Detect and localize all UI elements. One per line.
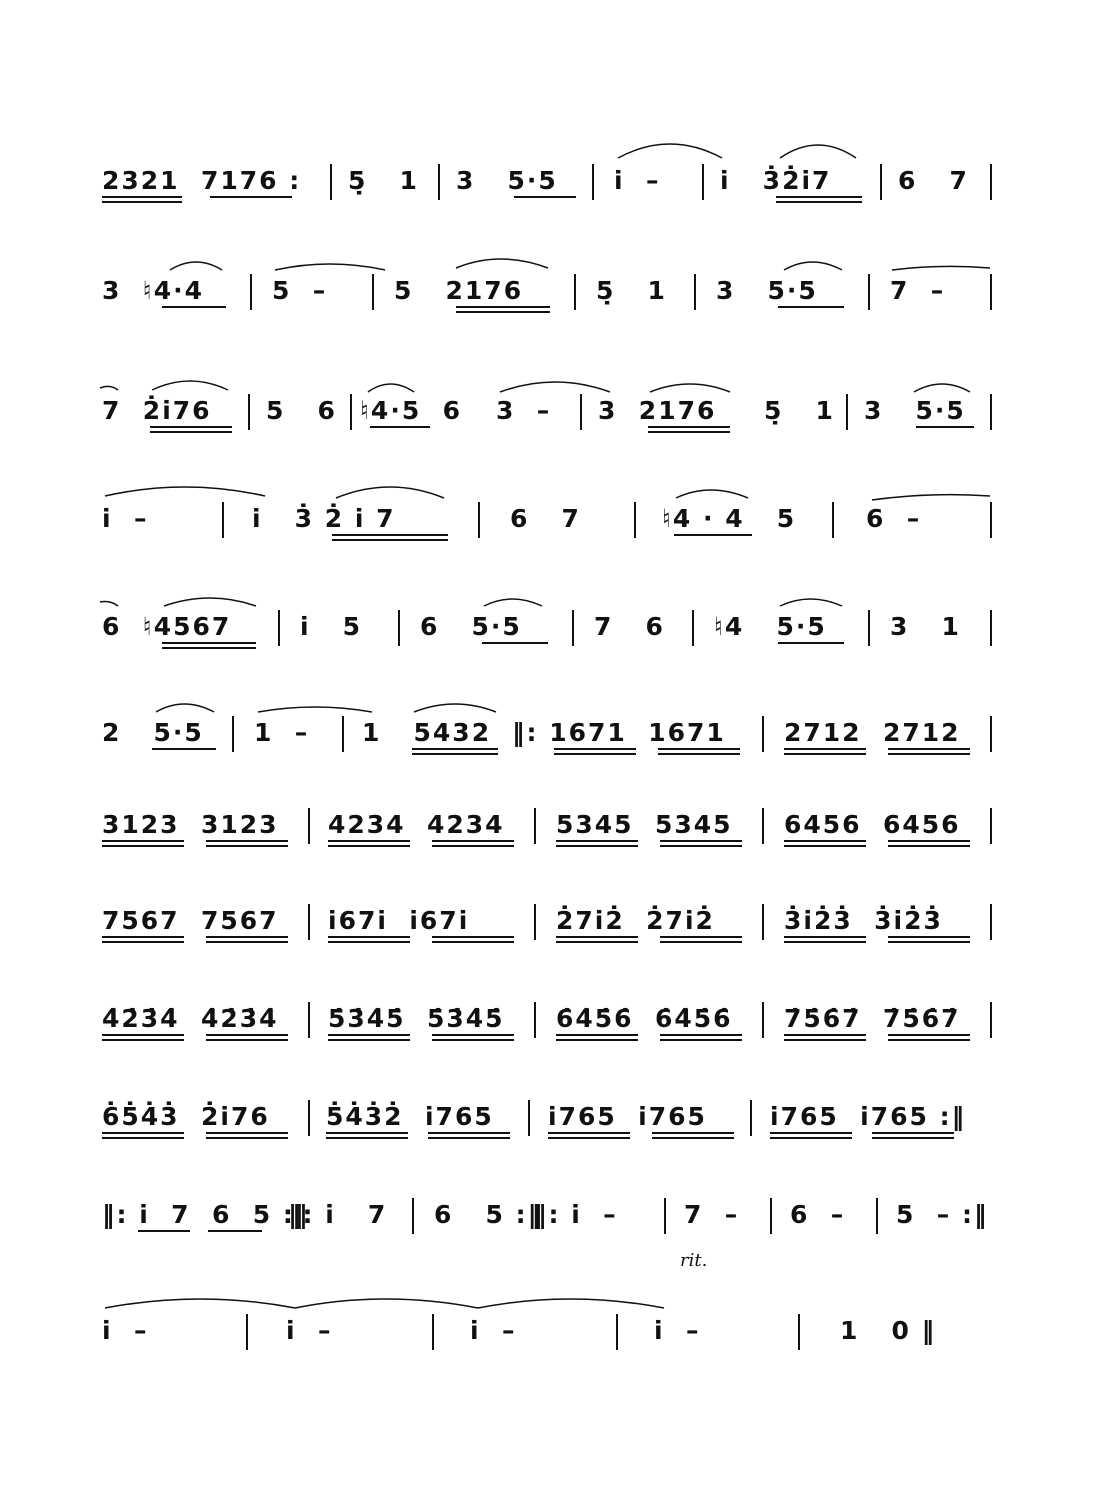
notes: 6 7 [510, 504, 581, 533]
notes: 7 6 [594, 612, 665, 641]
notes: 3 5·5 [456, 166, 558, 195]
barline [990, 904, 992, 940]
barline [990, 502, 992, 538]
slur [275, 264, 385, 270]
notes: 6 7 [898, 166, 969, 195]
barline [432, 1314, 434, 1350]
slur [156, 704, 214, 712]
notes: ‖: i̇ 7 6 5 :‖ [102, 1200, 310, 1229]
slur [892, 266, 990, 270]
notes: 5̣ 1 [764, 396, 835, 425]
score-line-3 [102, 392, 997, 436]
notes: 7567 7567 [102, 906, 279, 935]
slur [780, 145, 856, 158]
notes: i̇ – [614, 166, 661, 195]
notes: 3 5·5 [716, 276, 818, 305]
slur [170, 262, 222, 270]
score-line-12 [102, 1312, 997, 1356]
notes: ‖: i̇ – [534, 1200, 618, 1229]
barline [246, 1314, 248, 1350]
barline [572, 610, 574, 646]
score-line-1 [102, 162, 997, 206]
notes: 4̇2̇3̇4̇ 4̇2̇3̇4̇ [102, 1004, 279, 1033]
notes: ♮4·5 6 [360, 396, 463, 425]
notes: 5 2176 [394, 276, 524, 305]
barline [308, 1002, 310, 1038]
notes: ♮4 · 4 5 [662, 504, 797, 533]
notes: 6456 6456 [784, 810, 961, 839]
notes: i̇765 i̇765 :‖ [770, 1102, 967, 1131]
barline [534, 904, 536, 940]
barline [990, 808, 992, 844]
barline [222, 502, 224, 538]
barline [342, 716, 344, 752]
barline [990, 274, 992, 310]
slur [650, 384, 730, 392]
barline [308, 1100, 310, 1136]
slur [295, 1299, 478, 1308]
notes: ‖: i̇ 7 [288, 1200, 388, 1229]
notes: 3̇i̇2̇3̇ 3̇i̇2̇3̇ [784, 906, 943, 935]
notes: i̇ 3̇2̇i̇7 [720, 166, 832, 195]
barline [990, 1002, 992, 1038]
barline [534, 808, 536, 844]
barline [868, 610, 870, 646]
slur [478, 1299, 664, 1308]
barline [592, 164, 594, 200]
notes: 1 – [254, 718, 310, 747]
slur [152, 381, 228, 390]
score-line-8 [102, 902, 997, 946]
notes: i̇ – [654, 1316, 701, 1345]
score-line-5 [102, 608, 997, 652]
notes: 5̣ 1 [596, 276, 667, 305]
barline [634, 502, 636, 538]
notes: i̇ 3̇ 2̇ i̇ 7 [252, 504, 396, 533]
notes: 5345 5345 [556, 810, 733, 839]
barline [232, 716, 234, 752]
barline [438, 164, 440, 200]
notes: 2712 2712 [784, 718, 961, 747]
notes: 3 2176 [598, 396, 717, 425]
barline [248, 394, 250, 430]
slur [780, 599, 842, 606]
barline [616, 1314, 618, 1350]
notes: 5̇4̇3̇2̇ i̇765 [326, 1102, 494, 1131]
tempo-marking: rit. [680, 1250, 708, 1271]
barline [330, 164, 332, 200]
notes: 6 – [866, 504, 922, 533]
slur [164, 598, 256, 606]
barline [250, 274, 252, 310]
barline [278, 610, 280, 646]
notes: i̇67i̇ i̇67i̇ [328, 906, 470, 935]
barline [876, 1198, 878, 1234]
slur [368, 384, 414, 392]
barline [762, 1002, 764, 1038]
notes: 6 5 :‖ [434, 1200, 543, 1229]
notes: 1 5432 [362, 718, 492, 747]
score-line-6 [102, 714, 997, 758]
notes: i̇ 5 [300, 612, 363, 641]
notes: 6 5·5 [420, 612, 522, 641]
notes: 7 – [684, 1200, 740, 1229]
barline [308, 808, 310, 844]
barline [478, 502, 480, 538]
score-line-7 [102, 806, 997, 850]
notes: 5̣ 1 [348, 166, 419, 195]
barline [372, 274, 374, 310]
slur [500, 382, 610, 392]
barline [990, 394, 992, 430]
barline [770, 1198, 772, 1234]
barline [398, 610, 400, 646]
notes: i̇765 i̇765 [548, 1102, 707, 1131]
score-line-4 [102, 500, 997, 544]
barline [750, 1100, 752, 1136]
barline [350, 394, 352, 430]
notes: 5 – [272, 276, 328, 305]
notes: 3 5·5 [864, 396, 966, 425]
slur [914, 384, 970, 392]
notes: i̇ – [470, 1316, 517, 1345]
notes: 7̇5̇6̇7̇ 7̇5̇6̇7̇ [784, 1004, 961, 1033]
notes: 3 1 [890, 612, 961, 641]
score-line-10 [102, 1098, 997, 1142]
barline [574, 274, 576, 310]
notes: 2 5·5 [102, 718, 204, 747]
notes: 6 – [790, 1200, 846, 1229]
barline [990, 716, 992, 752]
score-line-11 [102, 1196, 997, 1240]
barline [990, 164, 992, 200]
notes: ‖: 1671 1671 [512, 718, 726, 747]
barline [308, 904, 310, 940]
slur [336, 487, 444, 498]
notes: i̇ – [102, 1316, 149, 1345]
slur [100, 386, 118, 390]
barline [880, 164, 882, 200]
notes: 3 ♮4·4 [102, 276, 205, 305]
barline [412, 1198, 414, 1234]
notes: 5 6 [266, 396, 337, 425]
barline [990, 610, 992, 646]
barline [534, 1002, 536, 1038]
slur [676, 490, 748, 498]
slur [484, 599, 542, 606]
notes: 6̇4̇5̇6̇ 6̇4̇5̇6̇ [556, 1004, 733, 1033]
barline [762, 904, 764, 940]
notes: 6 ♮4567 [102, 612, 232, 641]
slur [105, 487, 265, 496]
barline [528, 1100, 530, 1136]
slur [258, 707, 372, 712]
notes: ♮4 5·5 [714, 612, 827, 641]
barline [762, 716, 764, 752]
notes: 2321 7176 : [102, 166, 302, 195]
slur [414, 704, 496, 712]
slur [100, 602, 118, 607]
notes: 6̇5̇4̇3̇ 2̇i̇76 [102, 1102, 270, 1131]
slur [105, 1299, 295, 1308]
barline [798, 1314, 800, 1350]
notes: 4234 4234 [328, 810, 505, 839]
barline [694, 274, 696, 310]
barline [832, 502, 834, 538]
slur [618, 144, 722, 158]
notes: i̇ – [102, 504, 149, 533]
barline [692, 610, 694, 646]
notes: 3 – [496, 396, 552, 425]
notes: 5̇3̇4̇5̇ 5̇3̇4̇5̇ [328, 1004, 505, 1033]
notes: 5 – :‖ [896, 1200, 989, 1229]
barline [664, 1198, 666, 1234]
barline [846, 394, 848, 430]
barline [580, 394, 582, 430]
notes: 1 0 ‖ [840, 1316, 937, 1345]
notes: 7 2̇i̇76 [102, 396, 212, 425]
score-line-9 [102, 1000, 997, 1044]
notes: 2̇7i̇2̇ 2̇7i̇2̇ [556, 906, 715, 935]
score-line-2 [102, 272, 997, 316]
slur [784, 262, 842, 270]
notes: 7 – [890, 276, 946, 305]
notes: 3123 3123 [102, 810, 279, 839]
slur [456, 259, 548, 268]
barline [762, 808, 764, 844]
barline [702, 164, 704, 200]
barline [868, 274, 870, 310]
notes: i̇ – [286, 1316, 333, 1345]
